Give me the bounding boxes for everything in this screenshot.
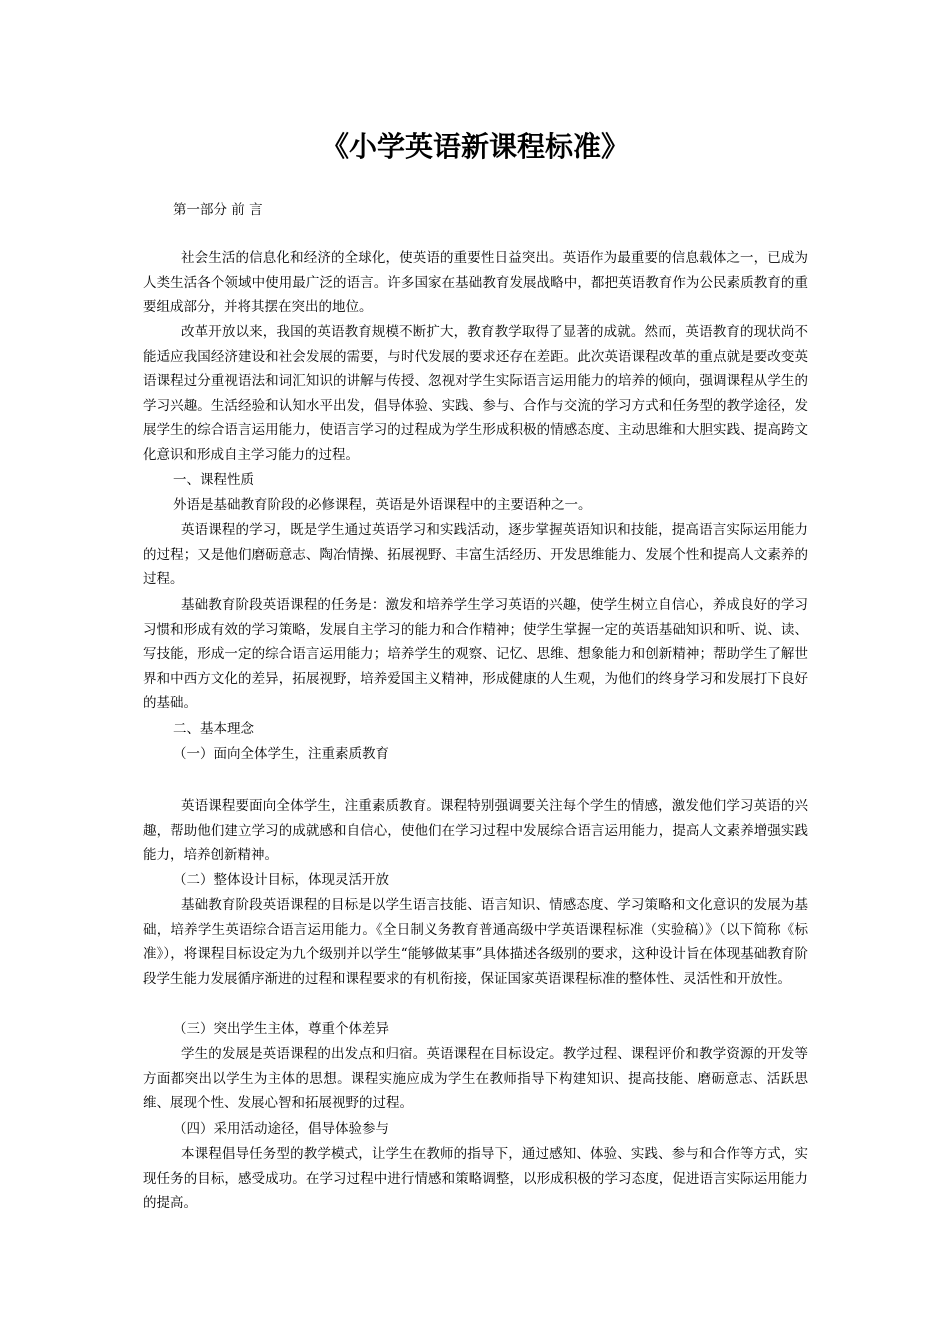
subsection-heading-4: （四）采用活动途径，倡导体验参与 bbox=[173, 1121, 389, 1137]
paragraph-sub-3: 学生的发展是英语课程的出发点和归宿。英语课程在目标设定。教学过程、课程评价和教学资源的开发等方面都突出以学生为主体的思想。课程实施应成为学生在教师指导下构建知识、提高技能、磨砺意志、活跃思维、展现个性、发展心智和拓展视野的过程。 bbox=[143, 1046, 808, 1112]
paragraph-nature-1: 外语是基础教育阶段的必修课程，英语是外语课程中的主要语种之一。 bbox=[173, 497, 592, 513]
part-heading: 第一部分 前 言 bbox=[173, 202, 263, 218]
paragraph-nature-2: 英语课程的学习，既是学生通过英语学习和实践活动，逐步掌握英语知识和技能，提高语言实际运用能力的过程；又是他们磨砺意志、陶冶情操、拓展视野、丰富生活经历、开发思维能力、发展个性和提高人文素养的过程。 bbox=[143, 522, 808, 588]
section-heading-concepts: 二、基本理念 bbox=[173, 721, 254, 737]
paragraph-sub-1: 英语课程要面向全体学生，注重素质教育。课程特别强调要关注每个学生的情感，激发他们学习英语的兴趣，帮助他们建立学习的成就感和自信心，使他们在学习过程中发展综合语言运用能力，提高人文素养增强实践能力，培养创新精神。 bbox=[143, 798, 808, 864]
paragraph-sub-2: 基础教育阶段英语课程的目标是以学生语言技能、语言知识、情感态度、学习策略和文化意识的发展为基础，培养学生英语综合语言运用能力。《全日制义务教育普通高级中学英语课程标准（实验稿）》（以下简称《标准》），将课程目标设定为九个级别并以学生“能够做某事”具体描述各级别的要求，这种设计旨在体现基础教育阶段学生能力发展循序渐进的过程和课程要求的有机衔接，保证国家英语课程标准的整体性、灵活性和开放性。 bbox=[143, 897, 808, 987]
subsection-heading-2: （二）整体设计目标，体现灵活开放 bbox=[173, 872, 389, 888]
subsection-heading-3: （三）突出学生主体，尊重个体差异 bbox=[173, 1021, 389, 1037]
paragraph-nature-3: 基础教育阶段英语课程的任务是：激发和培养学生学习英语的兴趣，使学生树立自信心，养成良好的学习习惯和形成有效的学习策略，发展自主学习的能力和合作精神；使学生掌握一定的英语基础知识和听、说、读、写技能，形成一定的综合语言运用能力；培养学生的观察、记忆、思维、想象能力和创新精神；帮助学生了解世界和中西方文化的差异，拓展视野，培养爱国主义精神，形成健康的人生观，为他们的终身学习和发展打下良好的基础。 bbox=[143, 597, 808, 712]
paragraph-sub-4: 本课程倡导任务型的教学模式，让学生在教师的指导下，通过感知、体验、实践、参与和合作等方式，实现任务的目标，感受成功。在学习过程中进行情感和策略调整，以形成积极的学习态度，促进语言实际运用能力的提高。 bbox=[143, 1146, 808, 1212]
section-heading-nature: 一、课程性质 bbox=[173, 472, 254, 488]
paragraph-intro-2: 改革开放以来，我国的英语教育规模不断扩大，教育教学取得了显著的成就。然而，英语教育的现状尚不能适应我国经济建设和社会发展的需要，与时代发展的要求还存在差距。此次英语课程改革的重点就是要改变英语课程过分重视语法和词汇知识的讲解与传授、忽视对学生实际语言运用能力的培养的倾向，强调课程从学生的学习兴趣。生活经验和认知水平出发，倡导体验、实践、参与、合作与交流的学习方式和任务型的教学途径，发展学生的综合语言运用能力，使语言学习的过程成为学生形成积极的情感态度、主动思维和大胆实践、提高跨文化意识和形成自主学习能力的过程。 bbox=[143, 324, 808, 463]
document-title: 《小学英语新课程标准》 bbox=[320, 130, 629, 163]
paragraph-intro-1: 社会生活的信息化和经济的全球化，使英语的重要性日益突出。英语作为最重要的信息载体之一，已成为人类生活各个领域中使用最广泛的语言。许多国家在基础教育发展战略中，都把英语教育作为公民素质教育的重要组成部分，并将其摆在突出的地位。 bbox=[143, 250, 808, 316]
subsection-heading-1: （一）面向全体学生，注重素质教育 bbox=[173, 746, 389, 762]
